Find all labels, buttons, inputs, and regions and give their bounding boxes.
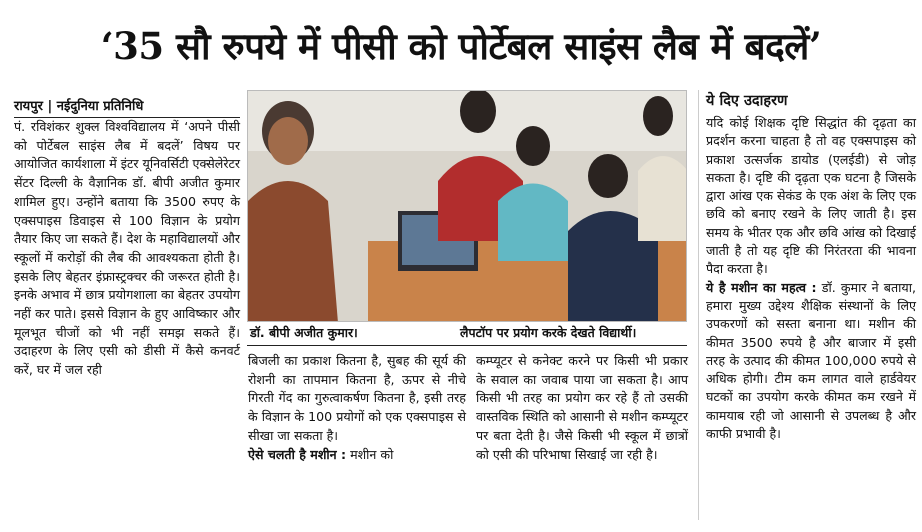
column-2-subhead-line bbox=[248, 446, 466, 465]
column-4-text-2: डॉ. कुमार ने बताया, हमारा मुख्य उद्देश्य शैक्षिक संस्थानों के लिए उपकरणों को सस्ता बनाना था। मशीन की कीमत 3500 रुपये है और बाजार में इसी तरह के उत्पाद की कीमत 100,000 रुपये से अधिक होगी। टीम कम लागत वाले हार्डवेयर घटकों का उपयोग करके कीमत कम रखने में कामयाब रही जो आसानी से उपलब्ध है और काफी प्रभावी है। bbox=[706, 279, 916, 442]
byline: रायपुर | नईदुनिया प्रतिनिधि bbox=[14, 96, 240, 118]
caption-divider bbox=[247, 345, 687, 346]
column-2-subhead: ऐसे चलती है मशीन : bbox=[248, 446, 347, 462]
column-4-text: यदि कोई शिक्षक दृष्टि सिद्धांत की दृढ़ता का प्रदर्शन करना चाहता है तो वह एक्सपाइस को प्रकाश उत्सर्जक डायोड (एलईडी) से जोड़ सकता है। दृष्टि की दृढ़ता एक घटना है जिसके द्वारा आंख एक सेकंड के एक अंश के लिए एक छवि को बनाए रखने के लिए जाती है। इस समय के भीतर एक और छवि आंख को दिखाई जाती है तो यह दृष्टि की निरंतरता की भावना पैदा करता है। bbox=[706, 115, 916, 277]
column-1 bbox=[14, 118, 240, 380]
column-3 bbox=[476, 352, 688, 464]
column-4 bbox=[706, 114, 916, 443]
column-2-tail: मशीन को bbox=[350, 446, 394, 462]
column-3-text: कम्प्यूटर से कनेक्ट करने पर किसी भी प्रकार के सवाल का जवाब पाया जा सकता है। आप किसी भी तरह का प्रयोग कर रहे हैं तो उसकी वास्तविक स्थिति को आसानी से मशीन कम्प्यूटर पर बता देती है। जैसे किसी भी स्कूल में छात्रों को एसी की परिभाषा सिखाई जा रही है। bbox=[476, 353, 688, 462]
column-4-heading: ये दिए उदाहरण bbox=[706, 93, 788, 109]
news-photo bbox=[247, 90, 687, 322]
column-4-subhead: ये है मशीन का महत्व : bbox=[706, 279, 817, 295]
photo-caption-right: लैपटॉप पर प्रयोग करके देखते विद्यार्थी। bbox=[460, 325, 637, 340]
photo-illustration bbox=[248, 91, 687, 322]
column-1-text: पं. रविशंकर शुक्ल विश्वविद्यालय में ‘अपने पीसी को पोर्टेबल साइंस लैब में बदलें’ विषय पर आयोजित कार्यशाला में इंटर यूनिवर्सिटी एक्सेलेरेटर सेंटर दिल्ली के वैज्ञानिक डॉ. बीपी अजीत कुमार शामिल हुए। उन्होंने बताया कि 3500 रुपए के एक्सपाइस डिवाइस से 100 विज्ञान के प्रयोग तैयार किए जा सकते हैं। देश के महाविद्यालयों और स्कूलों में करोड़ों की लैब की आवश्यकता होती है। इसके लिए बेहतर इंफ्रास्ट्रक्चर की जरूरत होती है। इनके अभाव में छात्र प्रयोगशाला का बेहतर उपयोग नहीं कर पाते। इससे विज्ञान के हुए आविष्कार और मूलभूत चीजों को भी नहीं समझ सकते हैं। उदाहरण के लिए एसी को डीसी में कैसे कनवर्ट करें, घर में जल रही bbox=[14, 119, 240, 378]
column-divider bbox=[698, 90, 699, 520]
column-4-subhead-line bbox=[706, 279, 916, 444]
column-2-text: बिजली का प्रकाश कितना है, सुबह की सूर्य की रोशनी का तापमान कितना है, ऊपर से नीचे गिरती गेंद का गुरुत्वाकर्षण कितना है, इसी तरह के विज्ञान के 100 प्रयोगों को एक एक्सपाइस से सीखा जा सकता है। bbox=[248, 353, 466, 443]
photo-caption-left: डॉ. बीपी अजीत कुमार। bbox=[250, 325, 358, 340]
column-2 bbox=[248, 352, 466, 464]
headline: ‘35 सौ रुपये में पीसी को पोर्टेबल साइंस लैब में बदलें’ bbox=[100, 23, 822, 68]
